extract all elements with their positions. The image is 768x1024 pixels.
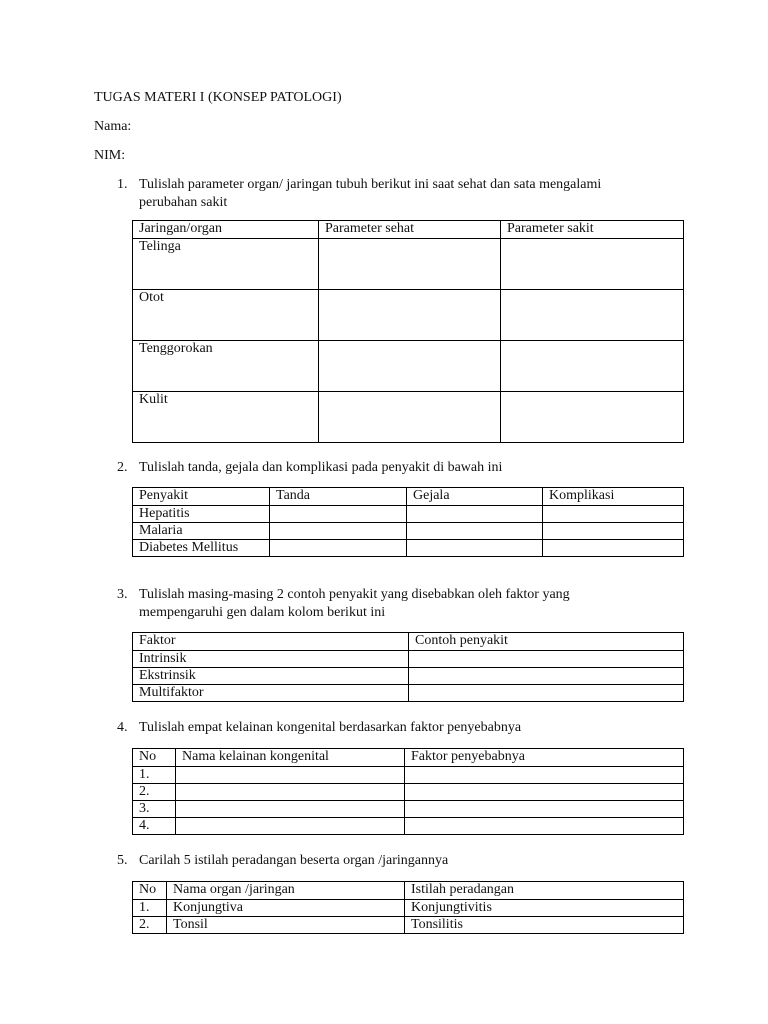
row-number-cell: 1. xyxy=(133,900,167,917)
table-header-row xyxy=(133,488,684,506)
question-text: Carilah 5 istilah peradangan beserta organ /jaringannya xyxy=(139,853,449,868)
table-row xyxy=(133,668,684,685)
header-cell: Nama kelainan kongenital xyxy=(176,749,405,767)
answer-cell[interactable] xyxy=(501,290,684,341)
header-cell: Komplikasi xyxy=(543,488,684,506)
table-row xyxy=(133,239,684,290)
table-disease-signs xyxy=(132,487,684,557)
table-row xyxy=(133,917,684,934)
row-number-cell: 2. xyxy=(133,917,167,934)
table-row xyxy=(133,900,684,917)
header-cell: Nama organ /jaringan xyxy=(167,882,405,900)
row-label-cell: Kulit xyxy=(133,392,319,443)
answer-cell[interactable] xyxy=(405,818,684,835)
answer-cell[interactable] xyxy=(409,651,684,668)
row-number-cell: 2. xyxy=(133,784,176,801)
table-row xyxy=(133,540,684,557)
row-number-cell: 4. xyxy=(133,818,176,835)
table-row xyxy=(133,767,684,784)
answer-cell[interactable] xyxy=(405,767,684,784)
answer-cell[interactable] xyxy=(405,801,684,818)
answer-cell[interactable] xyxy=(319,239,501,290)
answer-cell[interactable] xyxy=(176,767,405,784)
row-label-cell: Hepatitis xyxy=(133,506,270,523)
answer-cell[interactable] xyxy=(407,506,543,523)
header-cell: Parameter sakit xyxy=(501,221,684,239)
table-organ-parameters xyxy=(132,220,684,443)
question-number: 4. xyxy=(117,720,128,735)
answer-cell[interactable] xyxy=(319,392,501,443)
answer-cell[interactable] xyxy=(270,523,407,540)
question-text: perubahan sakit xyxy=(139,195,228,210)
row-label-cell: Malaria xyxy=(133,523,270,540)
question-text: Tulislah empat kelainan kongenital berdasarkan faktor penyebabnya xyxy=(139,720,522,735)
row-label-cell: Diabetes Mellitus xyxy=(133,540,270,557)
header-cell: Jaringan/organ xyxy=(133,221,319,239)
table-row xyxy=(133,506,684,523)
table-row xyxy=(133,651,684,668)
organ-cell: Konjungtiva xyxy=(167,900,405,917)
header-cell: No xyxy=(133,749,176,767)
question-text: Tulislah tanda, gejala dan komplikasi pada penyakit di bawah ini xyxy=(139,460,503,475)
answer-cell[interactable] xyxy=(543,523,684,540)
answer-cell[interactable] xyxy=(176,784,405,801)
table-row xyxy=(133,685,684,702)
answer-cell[interactable] xyxy=(270,506,407,523)
header-cell: No xyxy=(133,882,167,900)
row-label-cell: Ekstrinsik xyxy=(133,668,409,685)
header-cell: Tanda xyxy=(270,488,407,506)
table-row xyxy=(133,818,684,835)
question-text: Tulislah masing-masing 2 contoh penyakit yang disebabkan oleh faktor yang xyxy=(139,587,570,602)
table-row xyxy=(133,290,684,341)
header-cell: Penyakit xyxy=(133,488,270,506)
table-inflammation-terms xyxy=(132,881,684,934)
answer-cell[interactable] xyxy=(405,784,684,801)
header-cell: Parameter sehat xyxy=(319,221,501,239)
table-header-row xyxy=(133,882,684,900)
row-label-cell: Tenggorokan xyxy=(133,341,319,392)
answer-cell[interactable] xyxy=(176,818,405,835)
answer-cell[interactable] xyxy=(501,341,684,392)
question-text: Tulislah parameter organ/ jaringan tubuh berikut ini saat sehat dan sata mengalami xyxy=(139,177,602,192)
question-number: 5. xyxy=(117,853,128,868)
answer-cell[interactable] xyxy=(319,290,501,341)
row-label-cell: Telinga xyxy=(133,239,319,290)
answer-cell[interactable] xyxy=(407,540,543,557)
question-text: mempengaruhi gen dalam kolom berikut ini xyxy=(139,605,386,620)
term-cell: Tonsilitis xyxy=(405,917,684,934)
row-number-cell: 3. xyxy=(133,801,176,818)
question-number: 3. xyxy=(117,587,128,602)
row-number-cell: 1. xyxy=(133,767,176,784)
table-row xyxy=(133,523,684,540)
document-title: TUGAS MATERI I (KONSEP PATOLOGI) xyxy=(94,90,342,105)
header-cell: Contoh penyakit xyxy=(409,633,684,651)
name-label: Nama: xyxy=(94,119,132,134)
answer-cell[interactable] xyxy=(501,392,684,443)
header-cell: Faktor xyxy=(133,633,409,651)
answer-cell[interactable] xyxy=(270,540,407,557)
answer-cell[interactable] xyxy=(176,801,405,818)
table-header-row xyxy=(133,221,684,239)
row-label-cell: Multifaktor xyxy=(133,685,409,702)
answer-cell[interactable] xyxy=(319,341,501,392)
header-cell: Istilah peradangan xyxy=(405,882,684,900)
answer-cell[interactable] xyxy=(409,668,684,685)
nim-label: NIM: xyxy=(94,148,126,163)
table-row xyxy=(133,784,684,801)
answer-cell[interactable] xyxy=(407,523,543,540)
organ-cell: Tonsil xyxy=(167,917,405,934)
header-cell: Faktor penyebabnya xyxy=(405,749,684,767)
question-number: 1. xyxy=(117,177,128,192)
answer-cell[interactable] xyxy=(543,506,684,523)
table-row xyxy=(133,801,684,818)
header-cell: Gejala xyxy=(407,488,543,506)
table-congenital-anomalies xyxy=(132,748,684,835)
table-row xyxy=(133,341,684,392)
answer-cell[interactable] xyxy=(501,239,684,290)
table-header-row xyxy=(133,749,684,767)
answer-cell[interactable] xyxy=(543,540,684,557)
question-number: 2. xyxy=(117,460,128,475)
row-label-cell: Otot xyxy=(133,290,319,341)
row-label-cell: Intrinsik xyxy=(133,651,409,668)
answer-cell[interactable] xyxy=(409,685,684,702)
table-row xyxy=(133,392,684,443)
table-genetic-factors xyxy=(132,632,684,702)
table-header-row xyxy=(133,633,684,651)
term-cell: Konjungtivitis xyxy=(405,900,684,917)
